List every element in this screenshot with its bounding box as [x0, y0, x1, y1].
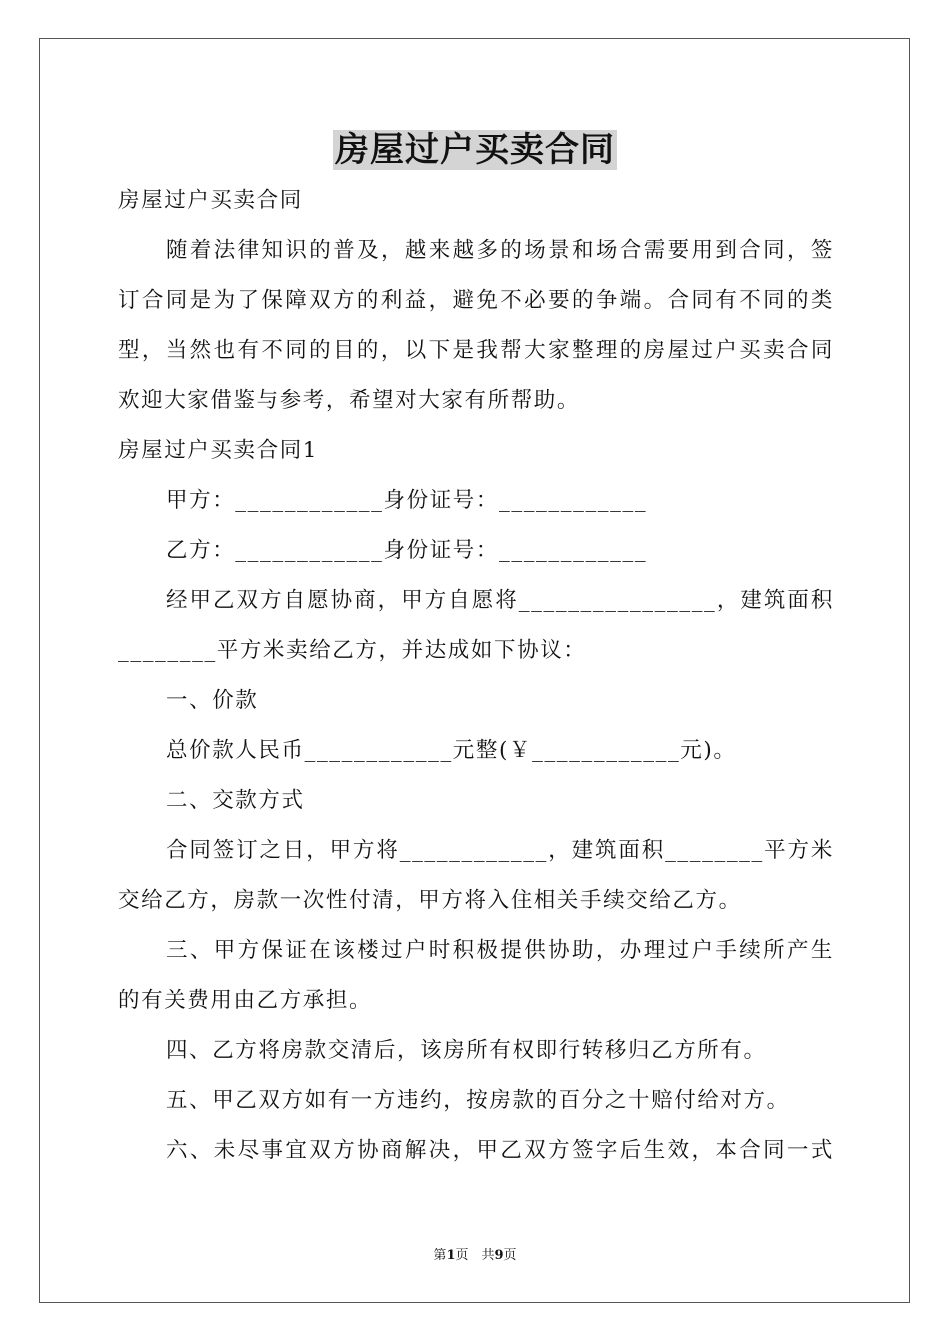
contract-heading: 房屋过户买卖合同1 [118, 438, 319, 463]
footer-current-page: 1 [446, 1248, 456, 1263]
intro-line-4: 欢迎大家借鉴与参考，希望对大家有所帮助。 [118, 388, 581, 413]
intro-line-2: 订合同是为了保障双方的利益，避免不必要的争端。合同有不同的类 [118, 288, 834, 313]
footer-suffix: 页 [503, 1248, 517, 1263]
agreement-line-1: 经甲乙双方自愿协商，甲方自愿将________________，建筑面积 [166, 588, 834, 613]
subtitle-line: 房屋过户买卖合同 [118, 188, 303, 213]
clause-4-line: 四、乙方将房款交清后，该房所有权即行转移归乙方所有。 [166, 1038, 767, 1063]
clause-6-line: 六、未尽事宜双方协商解决，甲乙双方签字后生效，本合同一式 [166, 1138, 834, 1163]
agreement-line-2: ________平方米卖给乙方，并达成如下协议： [118, 638, 587, 663]
clause-3-line-1: 三、甲方保证在该楼过户时积极提供协助，办理过户手续所产生 [166, 938, 834, 963]
document-title: 房屋过户买卖合同 [335, 130, 615, 170]
party-b-line: 乙方：____________身份证号：____________ [166, 538, 648, 563]
footer-mid: 页 共 [455, 1248, 495, 1263]
page-number-footer [0, 1246, 950, 1266]
clause-5-line: 五、甲乙双方如有一方违约，按房款的百分之十赔付给对方。 [166, 1088, 790, 1113]
total-price-line: 总价款人民币____________元整(￥____________元)。 [166, 738, 737, 763]
payment-line-1: 合同签订之日，甲方将____________，建筑面积________平方米 [166, 838, 834, 863]
section-payment-heading: 二、交款方式 [166, 788, 305, 813]
section-price-heading: 一、价款 [166, 688, 259, 713]
party-a-line: 甲方：____________身份证号：____________ [166, 488, 648, 513]
payment-line-2: 交给乙方，房款一次性付清，甲方将入住相关手续交给乙方。 [118, 888, 742, 913]
clause-3-line-2: 的有关费用由乙方承担。 [118, 988, 373, 1013]
document-body [118, 176, 834, 1176]
footer-prefix: 第 [433, 1248, 447, 1263]
footer-total-pages: 9 [494, 1248, 504, 1263]
intro-line-3: 型，当然也有不同的目的，以下是我帮大家整理的房屋过户买卖合同 [118, 338, 834, 363]
intro-line-1: 随着法律知识的普及，越来越多的场景和场合需要用到合同，签 [166, 238, 834, 263]
